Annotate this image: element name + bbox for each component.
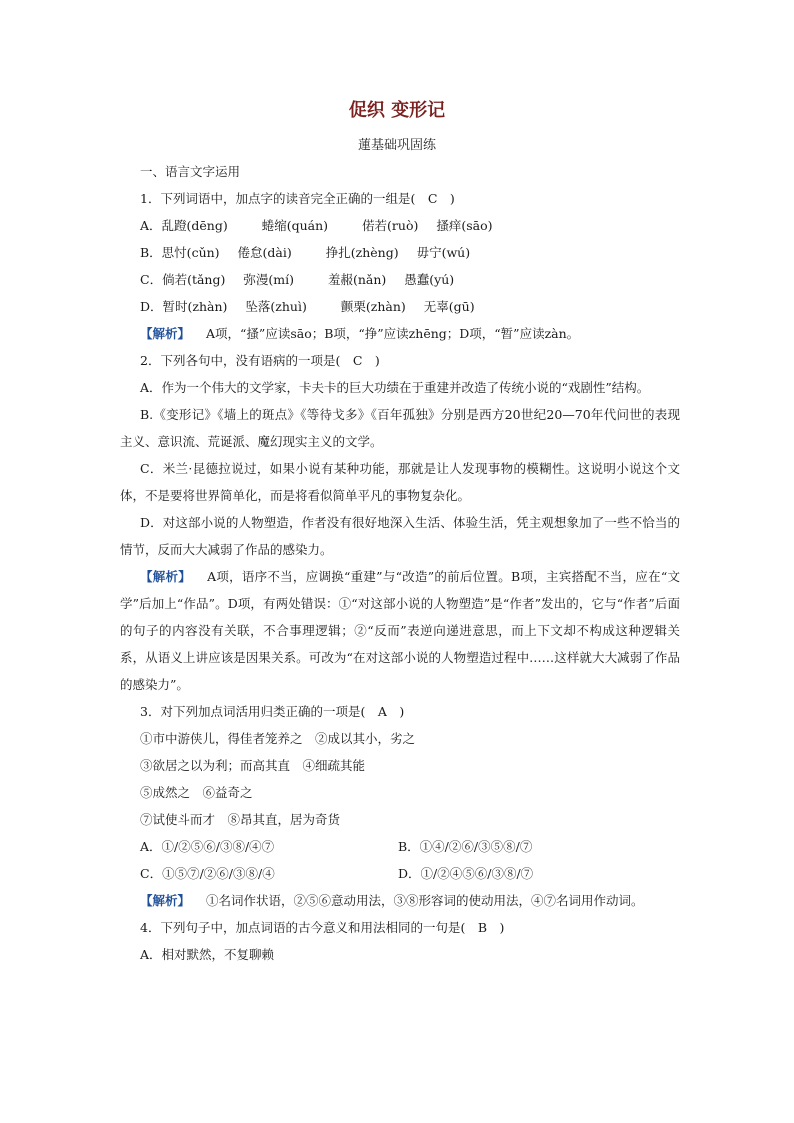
question-4-stem: 4．下列句子中，加点词语的古今意义和用法相同的一句是( B ) bbox=[140, 920, 505, 935]
analysis-label: 【解析】 bbox=[140, 326, 191, 341]
question-2-stem: 2．下列各句中，没有语病的一项是( C ) bbox=[140, 353, 380, 368]
option-term: 坠落(zhuì) bbox=[245, 299, 307, 314]
option-term: 偌若(ruò) bbox=[362, 218, 419, 233]
option-term: 愚蠢(yú) bbox=[404, 272, 455, 287]
analysis-label: 【解析】 bbox=[140, 569, 192, 584]
document-body bbox=[120, 158, 680, 968]
option-term: 毋宁(wú) bbox=[416, 245, 471, 260]
option-term: 无辜(gū) bbox=[423, 299, 475, 314]
question-3-item-line: ③欲居之以为利；而高其直 ④细疏其能 bbox=[140, 758, 366, 773]
option-term: 挣扎(zhèng) bbox=[325, 245, 399, 260]
question-2-option-a: A．作为一个伟大的文学家，卡夫卡的巨大功绩在于重建并改造了传统小说的“戏剧性”结构。 bbox=[140, 380, 650, 395]
option-term: 蜷缩(quán) bbox=[261, 218, 329, 233]
option-term: 弥漫(mí) bbox=[243, 272, 294, 287]
question-1-analysis bbox=[120, 320, 680, 347]
option-term: B．思忖(cǔn) bbox=[140, 245, 220, 260]
analysis-label: 【解析】 bbox=[140, 893, 191, 908]
page-title: 促织 变形记 bbox=[348, 100, 446, 121]
page-subtitle: 蓮基础巩固练 bbox=[357, 138, 436, 153]
question-3-option-c: C．①⑤⑦/②⑥/③⑧/④ bbox=[140, 866, 275, 881]
question-3-item-line: ⑤成然之 ⑥益奇之 bbox=[140, 785, 253, 800]
question-1-option-a bbox=[120, 212, 680, 239]
option-term: 倦怠(dài) bbox=[237, 245, 292, 260]
section-heading: 一、语言文字运用 bbox=[140, 164, 241, 179]
question-1-stem: 1．下列词语中，加点字的读音完全正确的一组是( C ) bbox=[140, 191, 455, 206]
question-3-option-a: A．①/②⑤⑥/③⑧/④⑦ bbox=[140, 839, 275, 854]
question-1-option-c bbox=[120, 266, 680, 293]
question-3-option-d: D．①/②④⑤⑥/③⑧/⑦ bbox=[398, 866, 534, 881]
option-term: 搔痒(sāo) bbox=[436, 218, 493, 233]
question-4-option-a: A．相对默然，不复聊赖 bbox=[140, 947, 275, 962]
question-2-option-d: D．对这部小说的人物塑造，作者没有很好地深入生活、体验生活，凭主观想象加了一些不恰当的情节，反而大大减弱了作品的感染力。 bbox=[120, 515, 680, 557]
question-3-options-cd bbox=[120, 860, 680, 887]
question-3-stem: 3．对下列加点词活用归类正确的一项是( A ) bbox=[140, 704, 405, 719]
option-term: D．暂时(zhàn) bbox=[140, 299, 228, 314]
analysis-text: ①名词作状语，②⑤⑥意动用法，③⑧形容词的使动用法，④⑦名词用作动词。 bbox=[206, 893, 644, 908]
question-1-option-b bbox=[120, 239, 680, 266]
analysis-text: A项，“搔”应读sāo；B项，“挣”应读zhēng；D项，“暂”应读zàn。 bbox=[206, 326, 580, 341]
option-term: C．倘若(tǎng) bbox=[140, 272, 226, 287]
question-2-analysis bbox=[120, 563, 680, 698]
analysis-text: A项，语序不当，应调换“重建”与“改造”的前后位置。B项，主宾搭配不当，应在“文学”后加上“作品”。D项，有两处错误：①“对这部小说的人物塑造”是“作者”发出的，它与“作者”后面的句子的内容没有关联，不合事理逻辑；②“反而”表逆向递进意思，而上下文却不构成这种逻辑关系，从语义上讲应该是因果关系。可改为“在对这部小说的人物塑造过程中……这样就大大减弱了作品的感染力”。 bbox=[120, 569, 680, 692]
question-2-option-c: C．米兰·昆德拉说过，如果小说有某种功能，那就是让人发现事物的模糊性。这说明小说这个文体，不是要将世界简单化，而是将看似简单平凡的事物复杂化。 bbox=[120, 461, 680, 503]
option-term: 颤栗(zhàn) bbox=[340, 299, 406, 314]
option-term: A．乱蹬(dēng) bbox=[140, 218, 228, 233]
question-2-option-b: B.《变形记》《墙上的斑点》《等待戈多》《百年孤独》分别是西方20世纪20—70年代问世的表现主义、意识流、荒诞派、魔幻现实主义的文学。 bbox=[120, 407, 680, 449]
question-3-options-ab bbox=[120, 833, 680, 860]
question-3-analysis bbox=[120, 887, 680, 914]
option-term: 羞赧(nǎn) bbox=[327, 272, 387, 287]
question-3-option-b: B．①④/②⑥/③⑤⑧/⑦ bbox=[398, 839, 533, 854]
question-3-item-line: ①市中游侠儿，得佳者笼养之 ②成以其小，劣之 bbox=[140, 731, 416, 746]
question-3-item-line: ⑦试使斗而才 ⑧昂其直，居为奇货 bbox=[140, 812, 341, 827]
question-1-option-d bbox=[120, 293, 680, 320]
